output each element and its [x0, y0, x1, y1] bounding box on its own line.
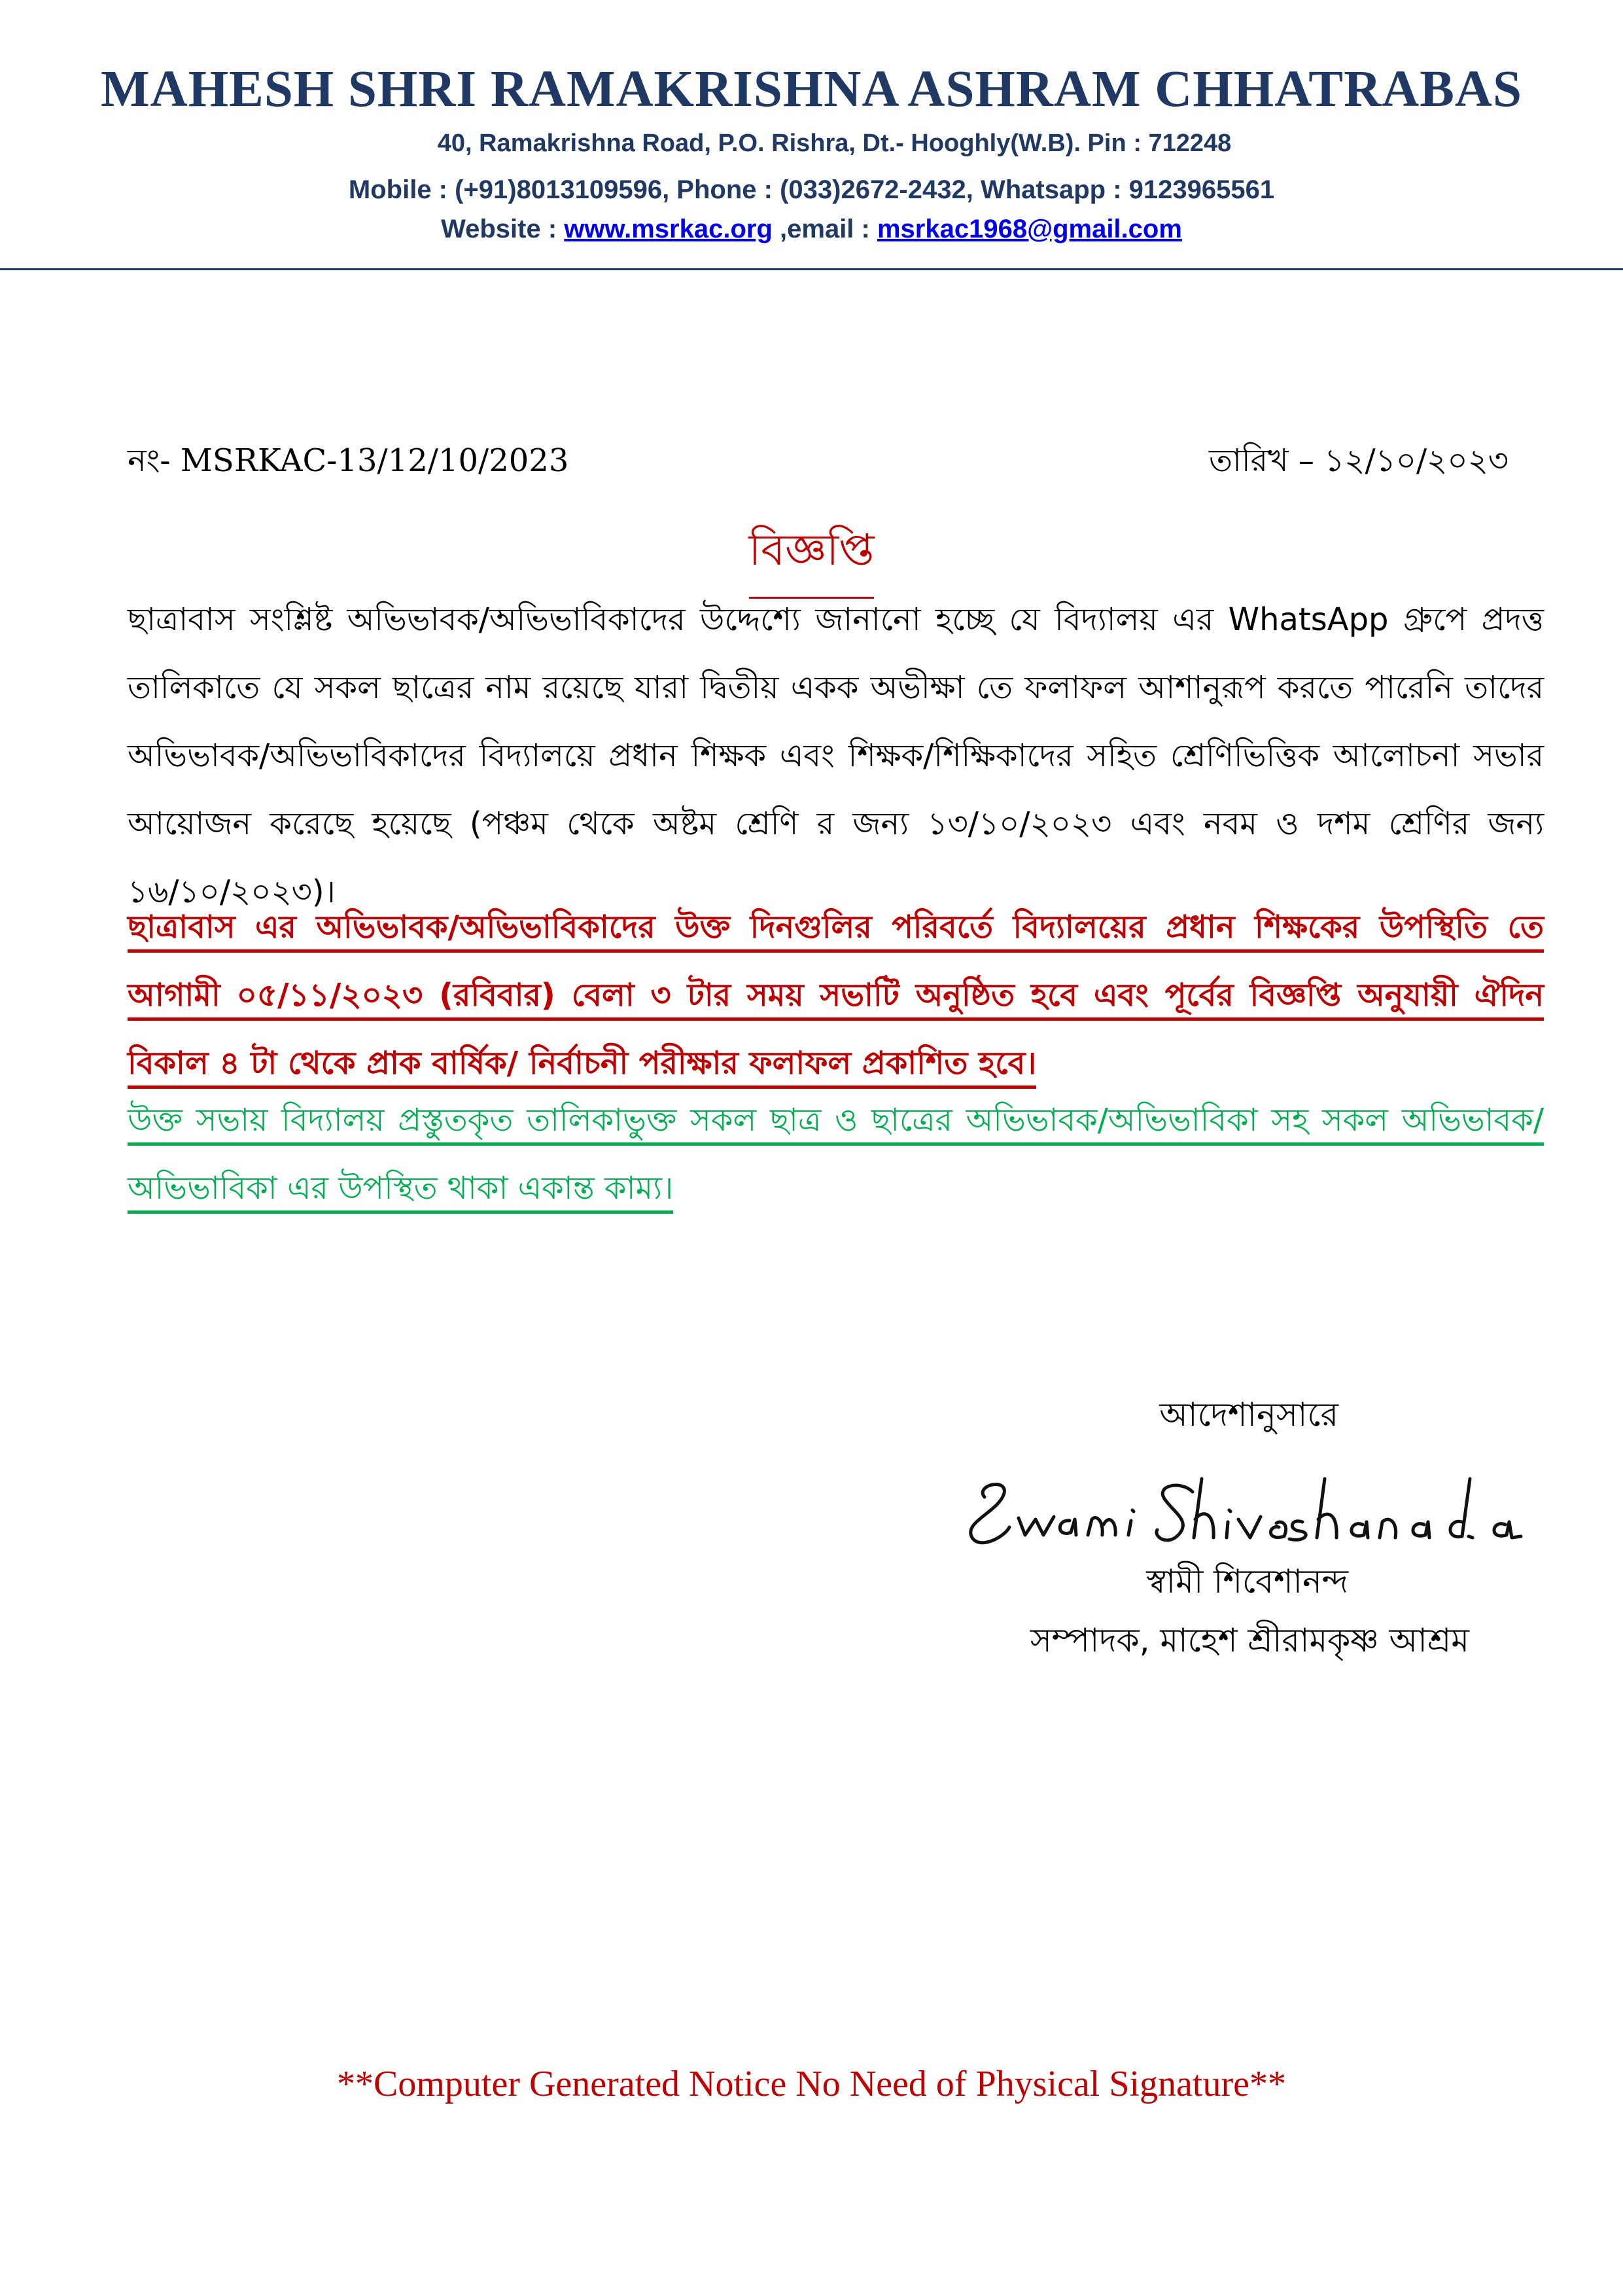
reference-number: নং- MSRKAC-13/12/10/2023	[128, 442, 569, 479]
contact-line: Mobile : (+91)8013109596, Phone : (033)2672-2432, Whatsapp : 9123965561	[348, 175, 1275, 204]
signatory-designation: সম্পাদক, মাহেশ শ্রীরামকৃষ্ণ আশ্রম	[1030, 1621, 1469, 1659]
email-label: ,email :	[772, 215, 877, 243]
notice-paragraph-3	[128, 1086, 1544, 1222]
notice-paragraph-2-text: ছাত্রাবাস এর অভিভাবক/অভিভাবিকাদের উক্ত দিনগুলির পরিবর্তে বিদ্যালয়ের প্রধান শিক্ষকের উপস্থিতি তে আগামী ০৫/১১/২০২৩ (রবিবার) বেলা ৩ টার সময় সভাটি অনুষ্ঠিত হবে এবং পূর্বের বিজ্ঞপ্তি অনুযায়ী ঐদিন বিকাল ৪ টা থেকে প্রাক বার্ষিক/ নির্বাচনী পরীক্ষার ফলাফল প্রকাশিত হবে।	[128, 909, 1544, 1089]
website-email-line	[0, 215, 1623, 244]
header-divider	[0, 268, 1623, 270]
organization-name: MAHESH SHRI RAMAKRISHNA ASHRAM CHHATRABAS	[101, 61, 1522, 118]
website-label: Website :	[441, 215, 565, 243]
by-order-text: আদেশানুসারে	[1159, 1396, 1338, 1434]
notice-paragraph-3-text: উক্ত সভায় বিদ্যালয় প্রস্তুতকৃত তালিকাভুক্ত সকল ছাত্র ও ছাত্রের অভিভাবক/অভিভাবিকা সহ সকল অভিভাবক/অভিভাবিকা এর উপস্থিত থাকা একান্ত কাম্য।	[128, 1102, 1544, 1214]
website-link[interactable]: www.msrkac.org	[564, 215, 773, 243]
notice-date: তারিখ – ১২/১০/২০২৩	[1208, 442, 1509, 479]
signatory-name: স্বামী শিবেশানন্দ	[1146, 1563, 1348, 1600]
footer-note: **Computer Generated Notice No Need of Physical Signature**	[337, 2064, 1286, 2104]
notice-title: বিজ্ঞপ্তি	[749, 517, 875, 599]
notice-paragraph-1: ছাত্রাবাস সংশ্লিষ্ট অভিভাবক/অভিভাবিকাদের উদ্দেশ্যে জানানো হচ্ছে যে বিদ্যালয় এর WhatsApp গ্রুপে প্রদত্ত তালিকাতে যে সকল ছাত্রের নাম রয়েছে যারা দ্বিতীয় একক অভীক্ষা তে ফলাফল আশানুরূপ করতে পারেনি তাদের অভিভাবক/অভিভাবিকাদের বিদ্যালয়ে প্রধান শিক্ষক এবং শিক্ষক/শিক্ষিকাদের সহিত শ্রেণিভিত্তিক আলোচনা সভার আয়োজন করেছে হয়েছে (পঞ্চম থেকে অষ্টম শ্রেণি র জন্য ১৩/১০/২০২৩ এবং নবম ও দশম শ্রেণির জন্য ১৬/১০/২০২৩)।	[128, 601, 1544, 910]
handwritten-signature	[958, 1459, 1534, 1564]
notice-paragraph-2	[128, 893, 1544, 1097]
address-line: 40, Ramakrishna Road, P.O. Rishra, Dt.- Hooghly(W.B). Pin : 712248	[437, 130, 1232, 157]
email-link[interactable]: msrkac1968@gmail.com	[877, 215, 1182, 243]
